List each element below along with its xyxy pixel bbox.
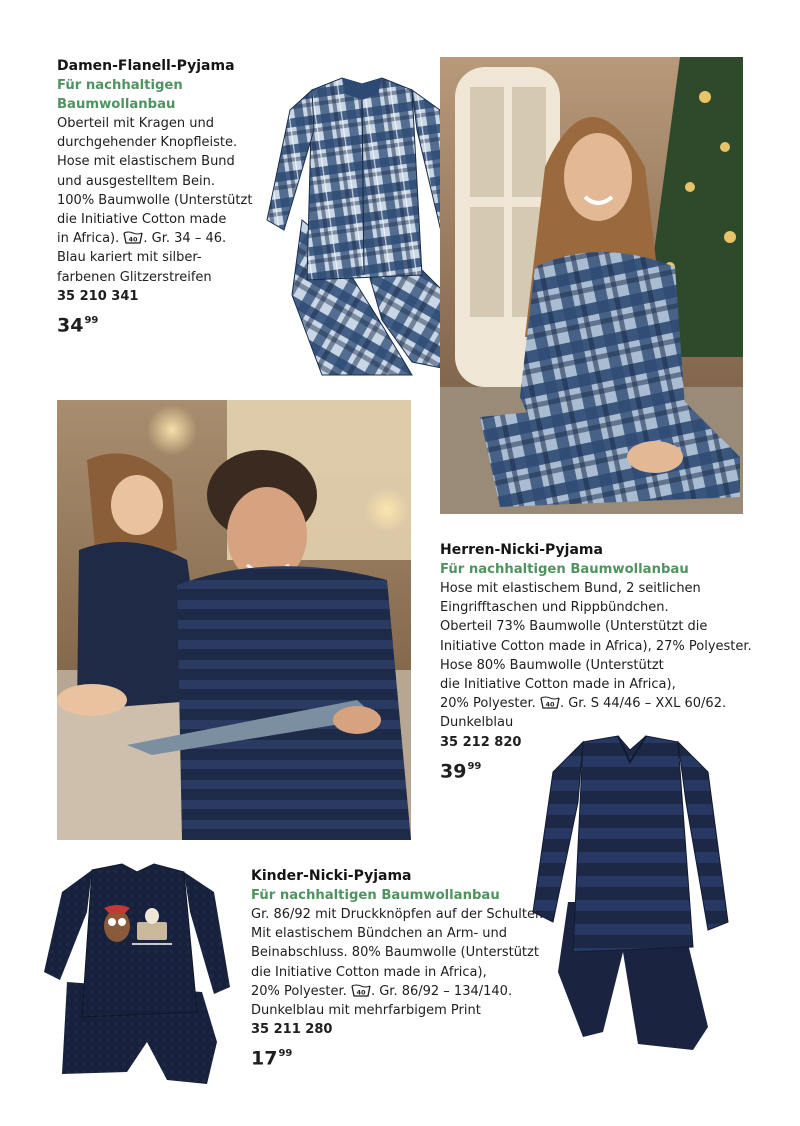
price-cents: 99 xyxy=(278,1048,293,1060)
description-text: 20% Polyester. xyxy=(440,696,536,712)
description-text: . Gr. S 44/46 – XXL 60/62. xyxy=(559,696,727,712)
description-line: Oberteil mit Kragen und xyxy=(57,116,214,131)
article-number: 35 212 820 xyxy=(440,734,522,750)
description-text: in Africa). xyxy=(57,231,120,247)
description-line-with-wash-icon xyxy=(440,694,760,713)
description-line: Initiative Cotton made in Africa), 27% Polyester. xyxy=(440,638,752,654)
family-lifestyle-photo xyxy=(57,400,411,840)
description-line: Beinabschluss. 80% Baumwolle (Unterstützt xyxy=(251,945,539,961)
description-line: die Initiative Cotton made in Africa), xyxy=(440,677,676,693)
wash-40-icon xyxy=(123,230,143,245)
product-title: Damen-Flanell-Pyjama xyxy=(57,58,235,74)
description-line: Hose 80% Baumwolle (Unterstützt xyxy=(440,657,664,673)
damen-lifestyle-photo xyxy=(440,57,743,514)
damen-product-text xyxy=(57,56,287,338)
price-main: 17 xyxy=(251,1047,278,1070)
price xyxy=(251,1042,551,1071)
description-line: 100% Baumwolle (Unterstützt xyxy=(57,192,253,208)
description-line: die Initiative Cotton made in Africa), xyxy=(251,964,487,980)
description-line: Dunkelblau xyxy=(440,715,514,731)
svg-text:40: 40 xyxy=(128,235,138,244)
herren-pyjama-product-image xyxy=(528,732,733,1052)
price-main: 39 xyxy=(440,760,467,783)
wash-40-icon xyxy=(351,983,371,998)
price-cents: 99 xyxy=(467,760,482,772)
description-line: farbenen Glitzerstreifen xyxy=(57,269,212,285)
kinder-pyjama-product-image xyxy=(42,862,232,1097)
description-line: Hose mit elastischem Bund, 2 seitlichen xyxy=(440,581,701,596)
product-subtitle: Für nachhaltigen Baumwollanbau xyxy=(251,888,500,903)
price-main: 34 xyxy=(57,314,84,337)
description-line: und ausgestelltem Bein. xyxy=(57,173,215,189)
article-number: 35 210 341 xyxy=(57,288,139,304)
description-text: . Gr. 34 – 46. xyxy=(143,231,227,247)
description-line: die Initiative Cotton made xyxy=(57,212,227,228)
wash-40-icon xyxy=(540,695,560,710)
description-line-with-wash-icon xyxy=(251,982,551,1001)
description-text: . Gr. 86/92 – 134/140. xyxy=(370,983,513,999)
description-line: Gr. 86/92 mit Druckknöpfen auf der Schulter. xyxy=(251,907,544,922)
article-number: 35 211 280 xyxy=(251,1022,333,1038)
product-title: Herren-Nicki-Pyjama xyxy=(440,542,603,558)
description-line: Blau kariert mit silber- xyxy=(57,250,202,266)
description-line: Mit elastischem Bündchen an Arm- und xyxy=(251,926,508,942)
description-line-with-wash-icon xyxy=(57,229,287,248)
price-cents: 99 xyxy=(84,315,99,327)
kinder-product-text xyxy=(251,866,551,1072)
description-line: Oberteil 73% Baumwolle (Unterstützt die xyxy=(440,619,708,635)
description-text: 20% Polyester. xyxy=(251,983,347,999)
description-line: Hose mit elastischem Bund xyxy=(57,154,235,170)
description-line: Eingrifftaschen und Rippbündchen. xyxy=(440,600,669,616)
price xyxy=(57,309,287,338)
product-title: Kinder-Nicki-Pyjama xyxy=(251,868,412,884)
svg-text:40: 40 xyxy=(356,988,366,997)
product-subtitle: Für nachhaltigen Baumwollanbau xyxy=(440,562,689,577)
description-line: Dunkelblau mit mehrfarbigem Print xyxy=(251,1003,481,1019)
svg-text:40: 40 xyxy=(545,700,555,709)
product-subtitle: Für nachhaltigen Baumwollanbau xyxy=(57,78,183,112)
description-line: durchgehender Knopfleiste. xyxy=(57,135,238,151)
